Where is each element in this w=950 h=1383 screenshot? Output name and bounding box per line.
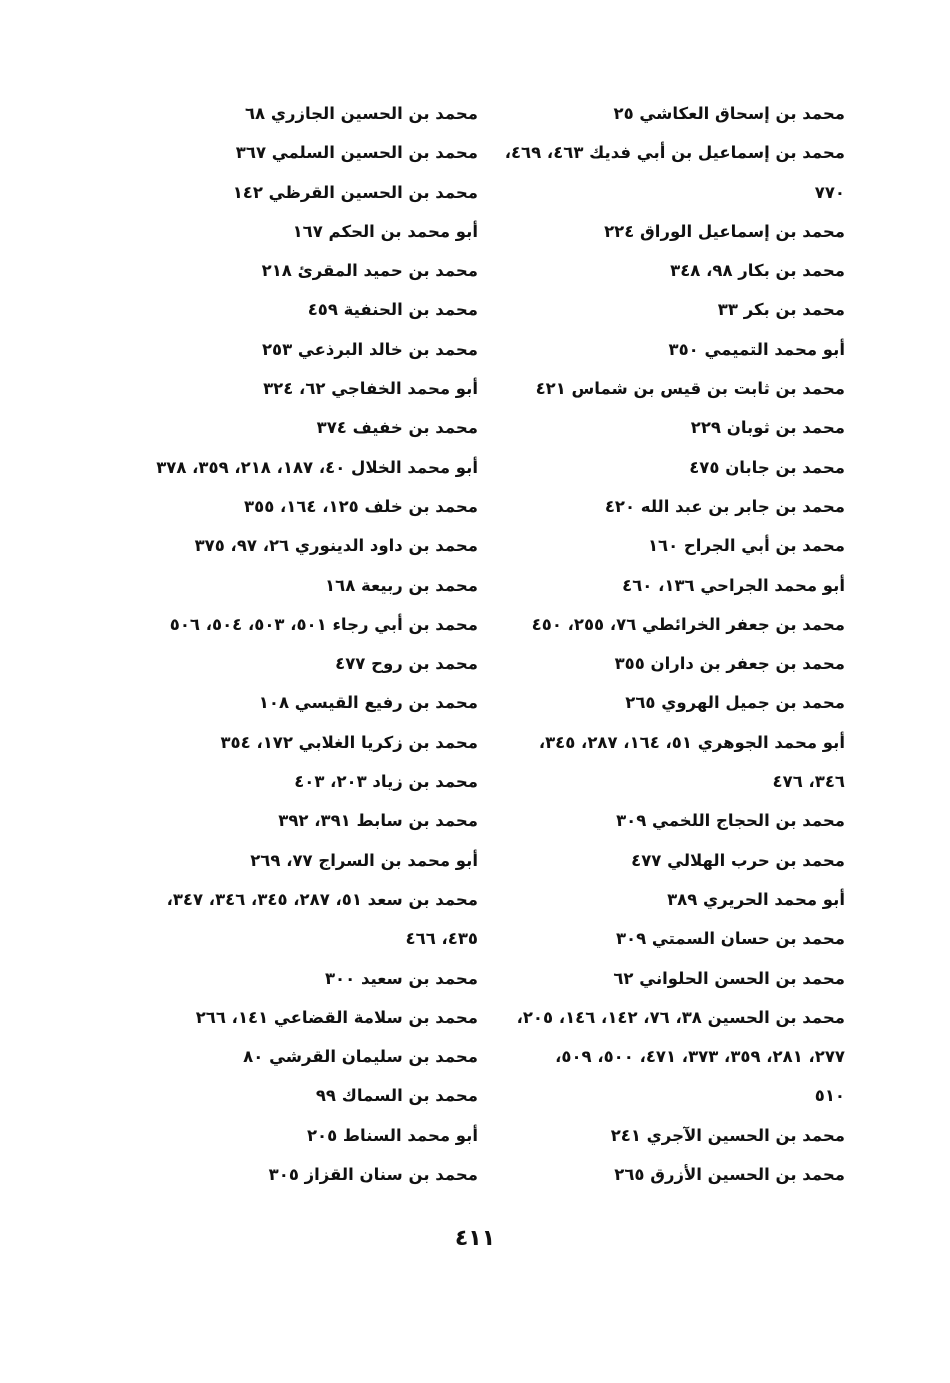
index-entry: محمد بن سنان القزاز ٣٠٥ (268, 1165, 478, 1185)
page-number: ٤١١ (454, 1226, 496, 1251)
index-entry: محمد بن جابر بن عبد الله ٤٢٠ (604, 496, 845, 516)
index-entry: محمد بن خلف ١٢٥، ١٦٤، ٣٥٥ (244, 496, 478, 516)
index-entry-continuation: ٣٤٦، ٤٧٦ (772, 772, 845, 792)
index-entry: محمد بن روح ٤٧٧ (335, 654, 478, 674)
index-entry: محمد بن إسحاق العكاشي ٢٥ (613, 104, 845, 123)
index-entry: محمد بن بكر ٣٣ (717, 300, 845, 320)
index-entry: محمد بن الحنفية ٤٥٩ (307, 300, 478, 320)
index-entry: محمد بن الحجاج اللخمي ٣٠٩ (616, 811, 845, 831)
index-entry: محمد بن الحسين الجازري ٦٨ (244, 104, 478, 123)
index-entry: محمد بن السماك ٩٩ (315, 1086, 478, 1106)
index-entry: محمد بن داود الدينوري ٢٦، ٩٧، ٣٧٥ (194, 536, 478, 556)
index-entry: أبو محمد الحريري ٣٨٩ (667, 889, 845, 909)
index-entry: محمد بن زياد ٢٠٣، ٤٠٣ (294, 772, 478, 792)
index-entry: محمد بن سعيد ٣٠٠ (324, 968, 478, 988)
index-entry: محمد بن سابط ٣٩١، ٣٩٢ (278, 811, 478, 831)
index-entry-continuation: ٢٧٧، ٢٨١، ٣٥٩، ٣٧٣، ٤٧١، ٥٠٠، ٥٠٩، (555, 1047, 845, 1067)
index-entry: محمد بن سلامة القضاعي ١٤١، ٢٦٦ (195, 1007, 478, 1027)
index-entry: أبو محمد الخفاجي ٦٢، ٣٢٤ (263, 379, 478, 399)
index-entry: محمد بن حرب الهلالي ٤٧٧ (631, 850, 845, 870)
index-entry-continuation: ٤٣٥، ٤٦٦ (405, 929, 478, 949)
left-column (78, 94, 478, 1194)
index-entry: أبو محمد الخلال ٤٠، ١٨٧، ٢١٨، ٣٥٩، ٣٧٨ (156, 457, 478, 477)
index-entry: أبو محمد بن الحكم ١٦٧ (292, 221, 478, 241)
right-column (445, 94, 845, 1194)
index-entry: محمد بن ثوبان ٢٢٩ (690, 418, 845, 438)
index-entry: محمد بن حميد المقرئ ٢١٨ (261, 261, 478, 281)
index-entry: محمد بن جعفر بن داران ٣٥٥ (614, 654, 845, 674)
index-entry: محمد بن سعد ٥١، ٢٨٧، ٣٤٥، ٣٤٦، ٣٤٧، (166, 889, 478, 909)
index-entry: محمد بن الحسين الآجري ٢٤١ (610, 1125, 845, 1145)
index-entry: محمد بن أبي الجراح ١٦٠ (647, 536, 845, 556)
index-entry-continuation: ٧٧٠ (814, 182, 845, 202)
index-entry: محمد بن إسماعيل بن أبي فديك ٤٦٣، ٤٦٩، (504, 143, 845, 163)
index-entry: أبو محمد التميمي ٣٥٠ (668, 339, 845, 359)
index-entry: محمد بن حسان السمتي ٣٠٩ (615, 929, 845, 949)
index-entry: أبو محمد الجراحي ١٣٦، ٤٦٠ (622, 575, 845, 595)
index-entry: أبو محمد السناط ٢٠٥ (306, 1125, 478, 1145)
index-entry: محمد بن جعفر الخرائطي ٧٦، ٢٥٥، ٤٥٠ (531, 614, 845, 634)
index-entry: أبو محمد بن السراج ٧٧، ٢٦٩ (250, 850, 478, 870)
index-entry: محمد بن جميل الهروي ٢٦٥ (625, 693, 845, 713)
index-entry: محمد بن زكريا الغلابي ١٧٢، ٣٥٤ (220, 732, 478, 752)
index-entry: محمد بن سليمان القرشي ٨٠ (243, 1047, 478, 1067)
index-entry: محمد بن الحسين ٣٨، ٧٦، ١٤٢، ١٤٦، ٢٠٥، (516, 1007, 845, 1027)
index-entry: محمد بن الحسين القرظي ١٤٢ (232, 182, 478, 202)
index-entry: أبو محمد الجوهري ٥١، ١٦٤، ٢٨٧، ٣٤٥، (538, 732, 845, 752)
index-entry: محمد بن الحسن الحلواني ٦٢ (613, 968, 845, 988)
index-entry: محمد بن الحسين السلمي ٣٦٧ (235, 143, 478, 163)
index-entry: محمد بن الحسين الأزرق ٢٦٥ (614, 1165, 845, 1185)
index-entry: محمد بن ربيعة ١٦٨ (325, 575, 478, 595)
index-entry: محمد بن إسماعيل الوراق ٢٢٤ (604, 221, 845, 241)
index-entry: محمد بن جابان ٤٧٥ (689, 457, 845, 477)
index-entry: محمد بن خالد البرذعي ٢٥٣ (261, 339, 478, 359)
index-entry: محمد بن ثابت بن قيس بن شماس ٤٢١ (535, 379, 845, 399)
index-entry: محمد بن خفيف ٣٧٤ (316, 418, 478, 438)
index-entry: محمد بن رفيع القيسي ١٠٨ (258, 693, 478, 713)
index-entry: محمد بن بكار ٩٨، ٣٤٨ (670, 261, 845, 281)
index-entry: محمد بن أبي رجاء ٥٠١، ٥٠٣، ٥٠٤، ٥٠٦ (169, 614, 478, 634)
index-entry-continuation: ٥١٠ (814, 1086, 845, 1106)
